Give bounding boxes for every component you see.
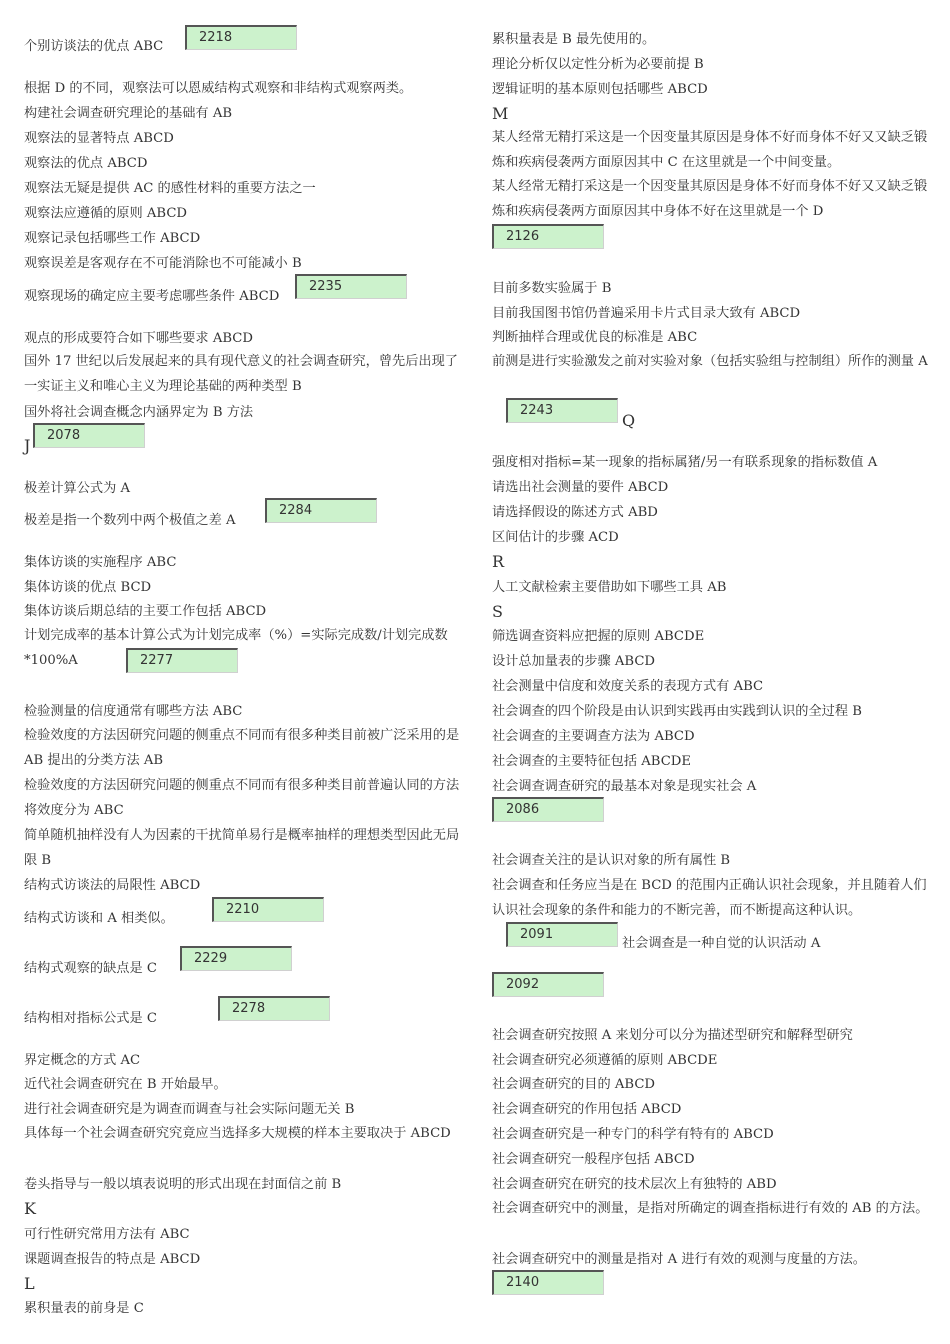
entry-text: 结构相对指标公式是 C: [24, 1011, 157, 1026]
entry-text: 累积量表的前身是 C: [24, 1301, 144, 1316]
entry-text: 社会调查的主要调查方法为 ABCD: [492, 729, 695, 744]
section-letter: J: [24, 436, 31, 455]
entry-text: 界定概念的方式 AC: [24, 1053, 141, 1068]
number-box: 2140: [492, 1270, 604, 1295]
entry-text: 国外 17 世纪以后发展起来的具有现代意义的社会调查研究，曾先后出现了一实证主义和唯心主义为理论基础的两种类型 B: [24, 354, 458, 394]
entry-text: 判断抽样合理或优良的标准是 ABC: [492, 330, 698, 345]
number-box: 2210: [212, 897, 324, 922]
number-box: 2092: [492, 972, 604, 997]
entry-text: 社会调查研究按照 A 来划分可以分为描述型研究和解释型研究: [492, 1028, 853, 1043]
entry-text: 集体访谈后期总结的主要工作包括 ABCD: [24, 604, 267, 619]
entry-text: 理论分析仅以定性分析为必要前提 B: [492, 57, 704, 72]
entry-text: 极差计算公式为 A: [24, 481, 131, 496]
entry-text: 设计总加量表的步骤 ABCD: [492, 654, 656, 669]
number-box: 2243: [506, 398, 618, 423]
entry-text: 极差是指一个数列中两个极值之差 A: [24, 513, 236, 528]
number-box: 2126: [492, 224, 604, 249]
entry-text: 观察法的优点 ABCD: [24, 156, 148, 171]
entry-text: 检验测量的信度通常有哪些方法 ABC: [24, 704, 243, 719]
entry-text: 社会调查研究的目的 ABCD: [492, 1077, 656, 1092]
section-letter: K: [24, 1199, 36, 1218]
entry-text: 卷头指导与一般以填表说明的形式出现在封面信之前 B: [24, 1177, 342, 1192]
entry-text: 请选出社会测量的要件 ABCD: [492, 480, 669, 495]
entry-text: 集体访谈的实施程序 ABC: [24, 555, 177, 570]
entry-text: 社会调查研究在研究的技术层次上有独特的 ABD: [492, 1177, 777, 1192]
entry-text: 社会调查研究中的测量，是指对所确定的调查指标进行有效的 AB 的方法。: [492, 1201, 929, 1216]
entry-text: 观点的形成要符合如下哪些要求 ABCD: [24, 331, 253, 346]
number-box: 2235: [295, 274, 407, 299]
entry-text: 社会调查调查研究的最基本对象是现实社会 A: [492, 779, 757, 794]
entry-text: 某人经常无精打采这是一个因变量其原因是身体不好而身体不好又又缺乏锻炼和疾病侵袭两方面原因其中身体不好在这里就是一个 D: [492, 179, 928, 219]
entry-text: 简单随机抽样没有人为因素的干扰简单易行是概率抽样的理想类型因此无局限 B: [24, 828, 460, 868]
number-box: 2277: [126, 648, 238, 673]
number-box: 2091: [506, 922, 618, 947]
entry-text: 国外将社会调查概念内涵界定为 B 方法: [24, 405, 254, 420]
number-box: 2229: [180, 946, 292, 971]
entry-text: 观察法无疑是提供 AC 的感性材料的重要方法之一: [24, 181, 316, 196]
entry-text: 个别访谈法的优点 ABC: [24, 39, 164, 54]
section-letter: R: [492, 552, 505, 571]
entry-text: 区间估计的步骤 ACD: [492, 530, 619, 545]
entry-text: 筛选调查资料应把握的原则 ABCDE: [492, 629, 705, 644]
entry-text: 请选择假设的陈述方式 ABD: [492, 505, 658, 520]
number-box: 2086: [492, 797, 604, 822]
entry-text: 目前我国图书馆仍普遍采用卡片式目录大致有 ABCD: [492, 306, 801, 321]
section-letter: S: [492, 602, 503, 621]
number-box: 2284: [265, 498, 377, 523]
entry-text: 目前多数实验属于 B: [492, 281, 612, 296]
entry-text: 检验效度的方法因研究问题的侧重点不同而有很多种类目前普遍认同的方法将效度分为 ABC: [24, 778, 460, 818]
entry-text: 累积量表是 B 最先使用的。: [492, 32, 656, 47]
entry-text: 观察记录包括哪些工作 ABCD: [24, 231, 201, 246]
number-box: 2078: [33, 423, 145, 448]
entry-text: 社会调查研究是一种专门的科学有特有的 ABCD: [492, 1127, 774, 1142]
entry-text: 社会调查研究的作用包括 ABCD: [492, 1102, 682, 1117]
entry-text: 社会测量中信度和效度关系的表现方式有 ABC: [492, 679, 764, 694]
entry-text: 某人经常无精打采这是一个因变量其原因是身体不好而身体不好又又缺乏锻炼和疾病侵袭两方面原因其中 C 在这里就是一个中间变量。: [492, 130, 928, 170]
entry-text: 社会调查是一种自觉的认识活动 A: [622, 936, 821, 951]
entry-text: 集体访谈的优点 BCD: [24, 580, 152, 595]
number-box: 2278: [218, 996, 330, 1021]
entry-text: 具体每一个社会调查研究究竟应当选择多大规模的样本主要取决于 ABCD: [24, 1126, 451, 1141]
entry-text: 进行社会调查研究是为调查而调查与社会实际问题无关 B: [24, 1102, 355, 1117]
entry-text: 近代社会调查研究在 B 开始最早。: [24, 1077, 227, 1092]
entry-text: 社会调查的四个阶段是由认识到实践再由实践到认识的全过程 B: [492, 704, 862, 719]
entry-text: 课题调查报告的特点是 ABCD: [24, 1252, 201, 1267]
entry-text: 社会调查研究一般程序包括 ABCD: [492, 1152, 695, 1167]
entry-text: 社会调查研究中的测量是指对 A 进行有效的观测与度量的方法。: [492, 1252, 866, 1267]
entry-text: 社会调查关注的是认识对象的所有属性 B: [492, 853, 731, 868]
entry-text: 强度相对指标=某一现象的指标属猪/另一有联系现象的指标数值 A: [492, 455, 878, 470]
section-letter: L: [24, 1274, 35, 1293]
entry-text: 结构式访谈法的局限性 ABCD: [24, 878, 201, 893]
entry-text: 社会调查的主要特征包括 ABCDE: [492, 754, 692, 769]
entry-text: 构建社会调查研究理论的基础有 AB: [24, 106, 233, 121]
entry-text: 观察法应遵循的原则 ABCD: [24, 206, 188, 221]
entry-text: 人工文献检索主要借助如下哪些工具 AB: [492, 580, 727, 595]
section-letter: Q: [622, 411, 636, 430]
entry-text: 结构式观察的缺点是 C: [24, 961, 157, 976]
entry-text: 根据 D 的不同，观察法可以恩威结构式观察和非结构式观察两类。: [24, 81, 413, 96]
section-letter: M: [492, 104, 509, 123]
entry-text: 观察误差是客观存在不可能消除也不可能减小 B: [24, 256, 302, 271]
entry-text: 检验效度的方法因研究问题的侧重点不同而有很多种类目前被广泛采用的是 AB 提出的分类方法 AB: [24, 728, 460, 768]
number-box: 2218: [185, 25, 297, 50]
entry-text: 逻辑证明的基本原则包括哪些 ABCD: [492, 82, 708, 97]
entry-text: 前测是进行实验激发之前对实验对象（包括实验组与控制组）所作的测量 A: [492, 354, 928, 369]
entry-text: 结构式访谈和 A 相类似。: [24, 911, 174, 926]
entry-text: 可行性研究常用方法有 ABC: [24, 1227, 190, 1242]
entry-text: 社会调查和任务应当是在 BCD 的范围内正确认识社会现象，并且随着人们认识社会现象的条件和能力的不断完善，而不断提高这种认识。: [492, 878, 927, 918]
entry-text: 社会调查研究必须遵循的原则 ABCDE: [492, 1053, 718, 1068]
entry-text: 观察现场的确定应主要考虑哪些条件 ABCD: [24, 289, 280, 304]
entry-text: 计划完成率的基本计算公式为计划完成率（%）=实际完成数/计划完成数*100%A: [24, 628, 448, 668]
entry-text: 观察法的显著特点 ABCD: [24, 131, 174, 146]
